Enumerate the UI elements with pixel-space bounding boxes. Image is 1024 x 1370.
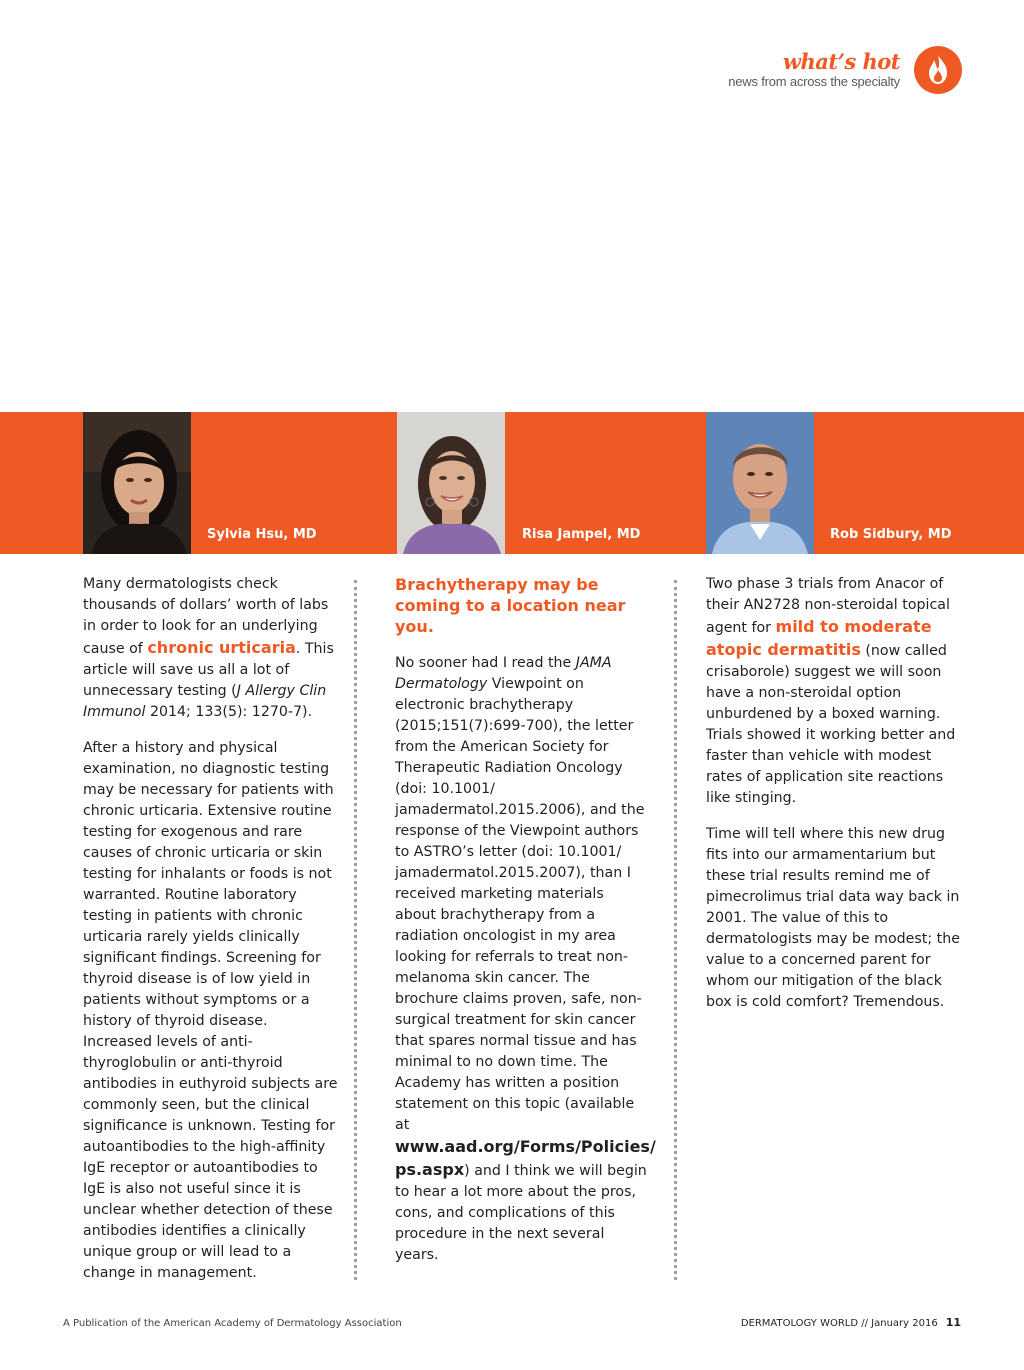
- author-name: Rob Sidbury, MD: [830, 527, 952, 542]
- highlight-term: mild to moderate atopic dermatitis: [706, 617, 932, 659]
- paragraph: No sooner had I read the JAMA Dermatology Viewpoint on electronic brachytherapy (2015;151(7):699-700), the letter from the American Society for Therapeutic Radiation Oncology (doi: 10.1001/ jamadermatol.2015.2006), and the response of the Viewpoint authors to ASTRO’s letter (doi: 10.1001/ jamadermatol.2015.2007), than I received marketing materials about brachytherapy from a radiation oncologist in my area looking for referrals to treat non-melanoma skin cancer. The brochure claims proven, safe, non-surgical treatment for skin cancer that spares normal tissue and has minimal to no down time. The Academy has written a position statement on this topic (available at www.aad.org/Forms/Policies/ ps.aspx) and I think we will begin to hear a lot more about the pros, cons, and complications of this procedure in the next several years.: [395, 655, 656, 1263]
- author-photo-rob-sidbury: [706, 412, 814, 554]
- journal-title: JAMA Dermatology: [395, 655, 612, 692]
- column-divider: [354, 580, 357, 1280]
- article-headline: Brachytherapy may be coming to a location near you.: [395, 575, 626, 636]
- author-name: Risa Jampel, MD: [522, 527, 641, 542]
- author-name: Sylvia Hsu, MD: [207, 527, 317, 542]
- journal-title: J Allergy Clin Immunol: [83, 683, 327, 720]
- section-title: what’s hot: [782, 49, 900, 74]
- section-subtitle: news from across the specialty: [728, 74, 900, 89]
- author-photo-risa-jampel: [397, 412, 505, 554]
- column-divider: [674, 580, 677, 1280]
- column-sidbury: [706, 574, 964, 1028]
- author-photo-sylvia-hsu: [83, 412, 191, 554]
- section-header: [728, 50, 900, 90]
- column-hsu: [83, 574, 341, 1299]
- paragraph: Two phase 3 trials from Anacor of their AN2728 non-steroidal topical agent for mild to moderate atopic dermatitis (now called crisaborole) suggest we will soon have a non-steroidal option unburdened by a boxed warning. Trials showed it working better and faster than vehicle with modest rates of application site reactions like stinging.: [706, 576, 956, 806]
- highlight-term: chronic urticaria: [147, 638, 296, 657]
- footer-masthead: [741, 1316, 961, 1329]
- paragraph: Time will tell where this new drug fits into our armamentarium but these trial results remind me of pimecrolimus trial data way back in 2001. The value of this to dermatologists may be modest; the value to a concerned parent for whom our mitigation of the black box is cold comfort? Tremendous.: [706, 826, 960, 1010]
- page-number: 11: [945, 1316, 961, 1329]
- policy-link[interactable]: www.aad.org/Forms/Policies/ ps.aspx: [395, 1137, 656, 1179]
- flame-icon: [914, 46, 962, 94]
- paragraph: After a history and physical examination, no diagnostic testing may be necessary for patients with chronic urticaria. Extensive routine testing for exogenous and rare causes of chronic urticaria or skin testing for inhalants or foods is not warranted. Routine laboratory testing in patients with chronic urticaria rarely yields clinically significant findings. Screening for thyroid disease is of low yield in patients without symptoms or a history of thyroid disease. Increased levels of anti-thyroglobulin or anti-thyroid antibodies in euthyroid subjects are commonly seen, but the clinical significance is unknown. Testing for autoantibodies to the high-affinity IgE receptor or autoantibodies to IgE is also not useful since it is unclear whether detection of these antibodies identifies a clinically unique group or will lead to a change in management.: [83, 740, 338, 1281]
- footer-publication: A Publication of the American Academy of Dermatology Association: [63, 1318, 402, 1329]
- column-jampel: [395, 574, 656, 1281]
- footer-issue: DERMATOLOGY WORLD // January 2016: [740, 1318, 938, 1329]
- paragraph: Many dermatologists check thousands of dollars’ worth of labs in order to look for an underlying cause of chronic urticaria. This article will save us all a lot of unnecessary testing (J Allergy Clin Immunol 2014; 133(5): 1270-7).: [83, 576, 334, 720]
